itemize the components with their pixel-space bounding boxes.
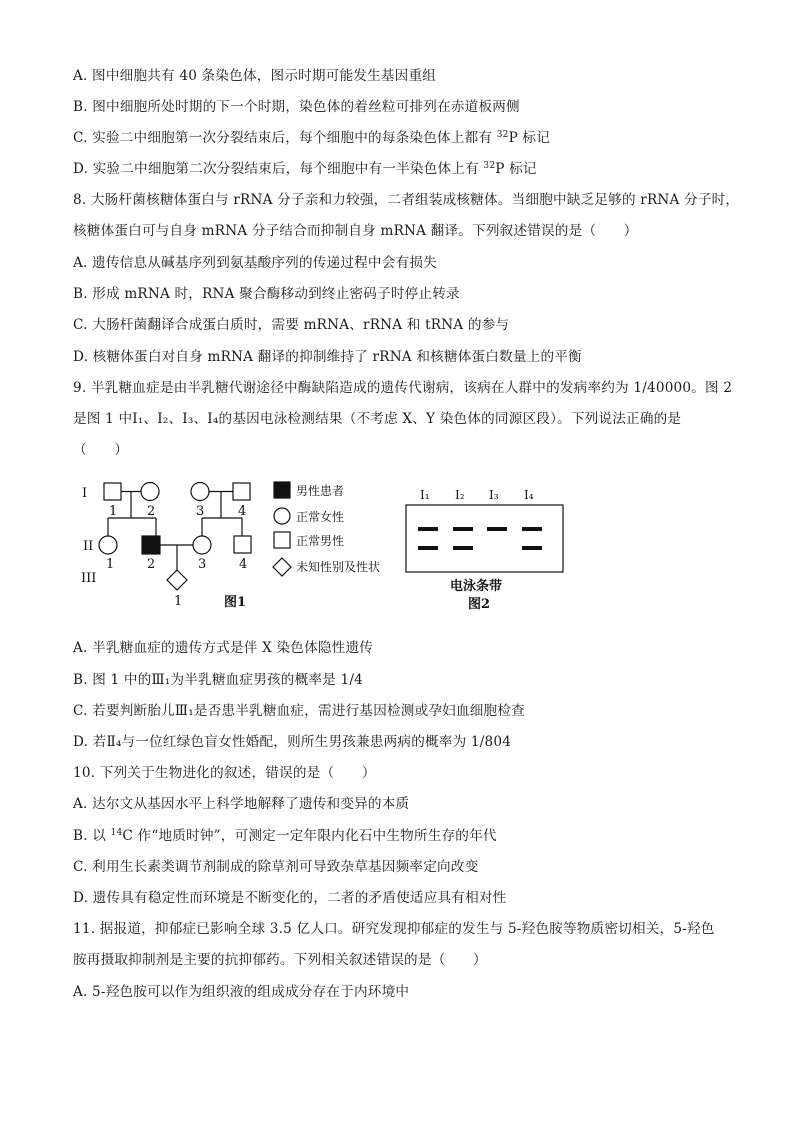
q11-stem-line2: 胺再摄取抑制剂是主要的抗抑郁药。下列相关叙述错误的是（ ） bbox=[73, 952, 487, 968]
q8-stem-line2: 核糖体蛋白可与自身 mRNA 分子结合而抑制自身 mRNA 翻译。下列叙述错误的是（ ） bbox=[73, 223, 638, 239]
pedigree-number-I4: 4 bbox=[238, 504, 247, 519]
legend-male-normal-icon bbox=[274, 532, 290, 548]
q8-option-d: D. 核糖体蛋白对自身 mRNA 翻译的抑制维持了 rRNA 和核糖体蛋白数量上的平衡 bbox=[73, 349, 582, 365]
pedigree-number-III1: 1 bbox=[174, 594, 183, 609]
q9-stem-line3: （ ） bbox=[73, 442, 129, 458]
pedigree-number-II1: 1 bbox=[106, 557, 115, 572]
figure-1-caption: 图1 bbox=[224, 595, 247, 610]
pedigree-II2-affected-male bbox=[142, 536, 160, 554]
q9-option-b: B. 图 1 中的Ⅲ₁为半乳糖血症男孩的概率是 1/4 bbox=[73, 672, 363, 688]
pedigree-number-I1: 1 bbox=[109, 504, 118, 519]
q8-option-b: B. 形成 mRNA 时，RNA 聚合酶移动到终止密码子时停止转录 bbox=[73, 286, 460, 302]
legend-unknown-icon bbox=[273, 558, 291, 576]
q9-option-a: A. 半乳糖血症的遗传方式是伴 X 染色体隐性遗传 bbox=[73, 640, 374, 656]
q8-option-a: A. 遗传信息从碱基序列到氨基酸序列的传递过程中会有损失 bbox=[73, 255, 437, 271]
pedigree-number-I2: 2 bbox=[147, 504, 156, 519]
generation-label-III: III bbox=[81, 571, 97, 586]
q9-stem-line1: 9. 半乳糖血症是由半乳糖代谢途径中酶缺陷造成的遗传代谢病，该病在人群中的发病率约为 1/40000。图 2 bbox=[73, 380, 733, 396]
gel-band-lower bbox=[522, 546, 542, 550]
gel-label: 电泳条带 bbox=[450, 579, 503, 594]
gel-band-upper bbox=[418, 527, 438, 531]
pedigree-I2-female bbox=[141, 483, 159, 501]
q7-option-c: C. 实验二中细胞第一次分裂结束后，每个细胞中的每条染色体上都有 $^{32}$P 标记 bbox=[73, 130, 551, 146]
legend-unknown: 未知性别及性状 bbox=[296, 560, 381, 574]
q8-option-c: C. 大肠杆菌翻译合成蛋白质时，需要 mRNA、rRNA 和 tRNA 的参与 bbox=[73, 317, 510, 333]
q7-option-a: A. 图中细胞共有 40 条染色体，图示时期可能发生基因重组 bbox=[73, 68, 437, 84]
gel-band-lower bbox=[418, 546, 438, 550]
pedigree-number-II4: 4 bbox=[239, 557, 248, 572]
q8-stem-line1: 8. 大肠杆菌核糖体蛋白与 rRNA 分子亲和力较强，二者组装成核糖体。当细胞中缺乏足够的 rRNA 分子时， bbox=[73, 192, 740, 208]
generation-label-II: II bbox=[83, 539, 94, 554]
q10-option-b: B. 以 $^{14}$C 作“地质时钟”，可测定一定年限内化石中生物所生存的年代 bbox=[73, 828, 497, 844]
pedigree-I3-female bbox=[191, 483, 209, 501]
gel-band-lower bbox=[453, 546, 473, 550]
generation-label-I: I bbox=[82, 486, 88, 501]
gel-lane-label: I₃ bbox=[489, 488, 499, 502]
pedigree-I4-male bbox=[233, 483, 250, 500]
gel-band-upper bbox=[453, 527, 473, 531]
q10-stem: 10. 下列关于生物进化的叙述，错误的是（ ） bbox=[73, 765, 376, 781]
pedigree-I1-male bbox=[104, 483, 121, 500]
q10-option-d: D. 遗传具有稳定性而环境是不断变化的，二者的矛盾使适应具有相对性 bbox=[73, 890, 507, 906]
gel-lane-label: I₁ bbox=[420, 488, 430, 502]
legend-female-normal: 正常女性 bbox=[296, 510, 345, 524]
q9-stem-line2: 是图 1 中Ⅰ₁、Ⅰ₂、Ⅰ₃、Ⅰ₄的基因电泳检测结果（不考虑 X、Y 染色体的同源区段）。下列说法正确的是 bbox=[73, 411, 682, 427]
legend-female-normal-icon bbox=[274, 508, 290, 524]
pedigree-II4-male bbox=[234, 536, 251, 553]
q10-option-a: A. 达尔文从基因水平上科学地解释了遗传和变异的本质 bbox=[73, 796, 410, 812]
gel-frame bbox=[406, 505, 563, 572]
pedigree-number-II3: 3 bbox=[198, 557, 207, 572]
figure-2-caption: 图2 bbox=[468, 597, 491, 612]
q10-option-c: C. 利用生长素类调节剂制成的除草剂可导致杂草基因频率定向改变 bbox=[73, 859, 479, 875]
q11-option-a: A. 5-羟色胺可以作为组织液的组成成分存在于内环境中 bbox=[73, 984, 410, 1000]
q9-option-d: D. 若Ⅱ₄与一位红绿色盲女性婚配，则所生男孩兼患两病的概率为 1/804 bbox=[73, 734, 512, 750]
gel-band-upper bbox=[522, 527, 542, 531]
gel-band-upper bbox=[487, 527, 507, 531]
q7-option-b: B. 图中细胞所处时期的下一个时期，染色体的着丝粒可排列在赤道板两侧 bbox=[73, 99, 520, 115]
electrophoresis-figure-2 bbox=[400, 475, 570, 615]
gel-lane-label: I₄ bbox=[524, 488, 534, 502]
pedigree-II1-female bbox=[99, 536, 117, 554]
q11-stem-line1: 11. 据报道，抑郁症已影响全球 3.5 亿人口。研究发现抑郁症的发生与 5-羟色胺等物质密切相关，5-羟色 bbox=[73, 921, 715, 937]
gel-lane-label: I₂ bbox=[455, 488, 465, 502]
legend-male-affected-icon bbox=[274, 482, 290, 498]
q9-option-c: C. 若要判断胎儿Ⅲ₁是否患半乳糖血症，需进行基因检测或孕妇血细胞检查 bbox=[73, 703, 525, 719]
legend-male-affected: 男性患者 bbox=[296, 484, 345, 498]
q7-option-d: D. 实验二中细胞第二次分裂结束后，每个细胞中有一半染色体上有 $^{32}$P 标记 bbox=[73, 161, 537, 177]
legend-male-normal: 正常男性 bbox=[296, 534, 345, 548]
pedigree-II3-female bbox=[193, 536, 211, 554]
pedigree-number-II2: 2 bbox=[147, 557, 156, 572]
pedigree-number-I3: 3 bbox=[196, 504, 205, 519]
pedigree-III1-unknown bbox=[167, 570, 187, 590]
